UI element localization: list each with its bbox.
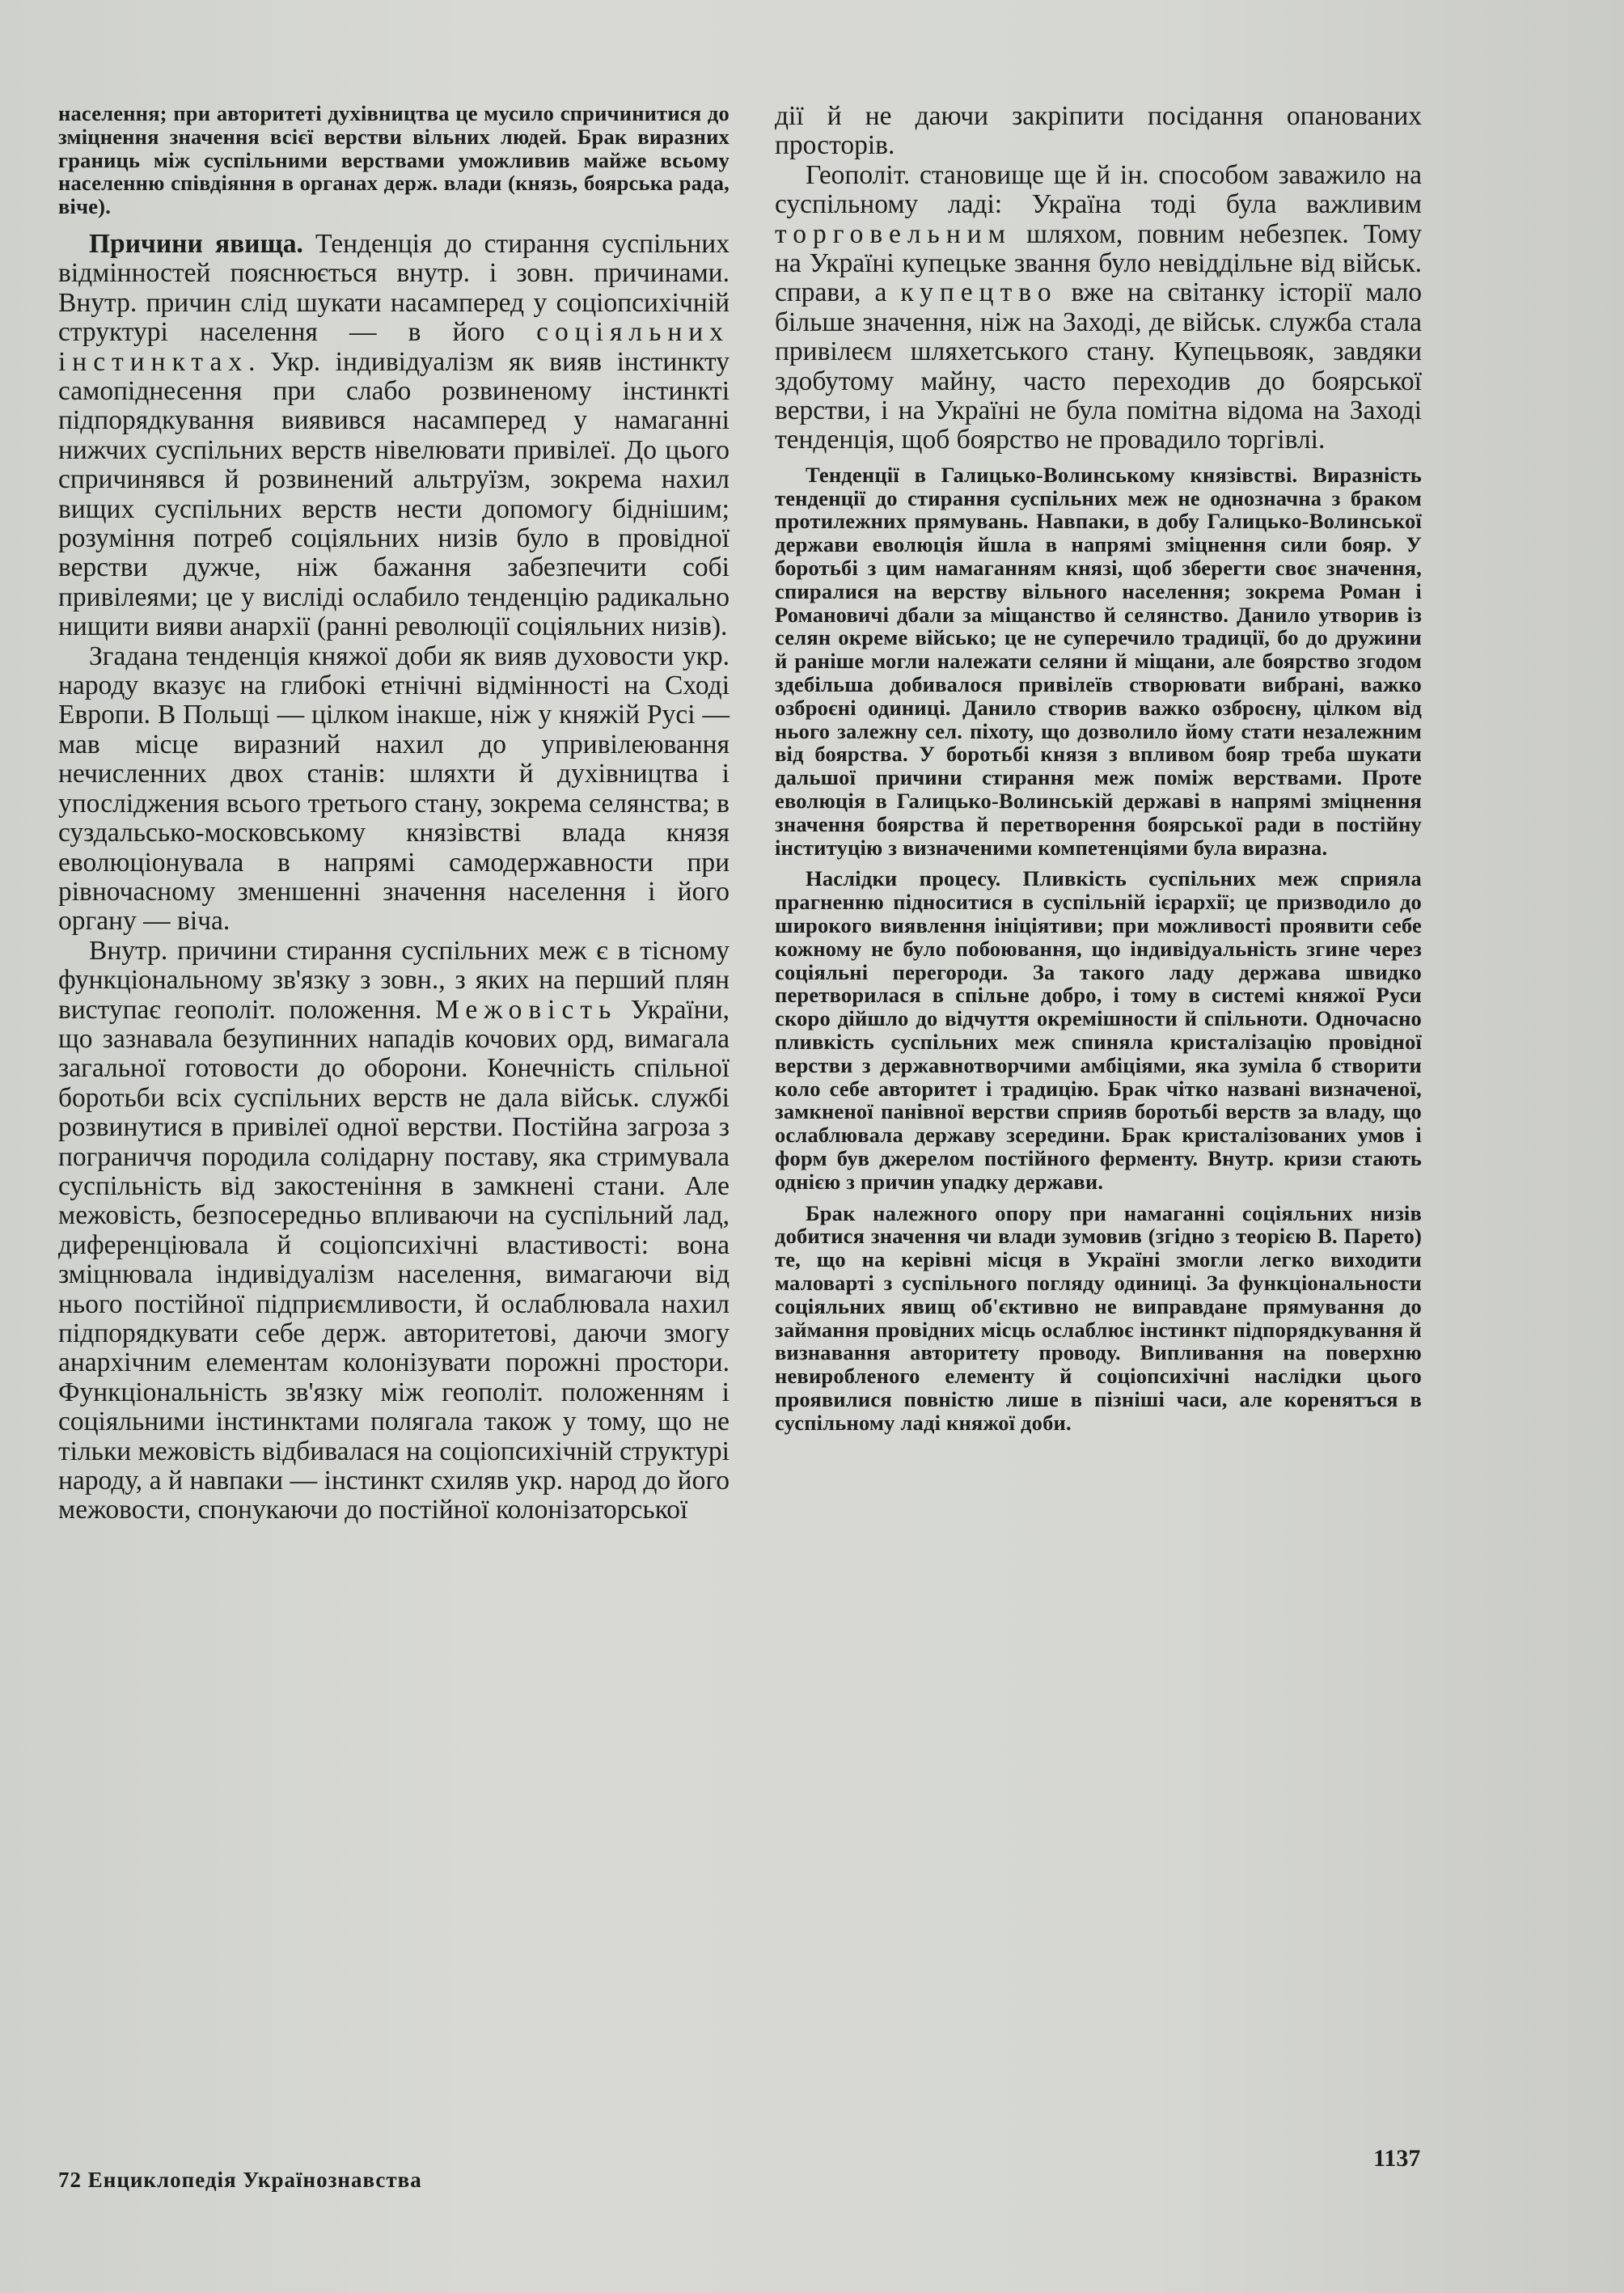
paragraph (58, 937, 730, 1525)
paragraph (58, 230, 730, 642)
paragraph-text: . Укр. індивідуалізм як вияв інстинкту самопіднесення при слабо розвиненому інстинкті підпорядкування виявився насамперед у намаганні нижчих суспільних верств нівелювати привілеї. До цього спричинявся й розвинений альтруїзм, зокрема нахил вищих суспільних верств нести допомогу біднішим; розуміння потреб соціяльних низів було в провідної верстви дужче, ніж бажання забезпечити собі привілеями; це у висліді ослабило тенденцію радикально нищити вияви анархії (ранні революції соціяльних низів). (58, 346, 730, 642)
paragraph-text: Пливкість суспільних меж сприяла прагненню підноситися в суспільній ієрархії; це призводило до широкого виявлення ініціятиви; при можливості проявити себе кожному не було побоювання, що індивідуальність згине через соціяльні перегороди. За такого ладу держава швидко перетворилася в спільне добро, і тому в системі княжої Руси скоро дійшло до відчуття окремішности й спільноти. Одночасно пливкість суспільних меж спиняла кристалізацію провідної верстви з державнотворчими амбіціями, яка зуміла б створити коло себе авторитет і традицію. Брак чітко названі визначеної, замкненої панівної верстви сприяв боротьбі верств за владу, що ослаблювала державу зсередини. Брак кристалізованих умов і форм був джерелом постійного ферменту. Внутр. кризи стають однією з причин упадку держави. (775, 866, 1422, 1194)
paragraph: населення; при авторитеті духівництва це мусило спричинитися до зміцнення значення всієї верстви вільних людей. Брак виразних границь між суспільними верствами уможливив майже всьому населенню співдіяння в органах держ. влади (князь, боярська рада, віче). (58, 101, 730, 219)
paragraph: дії й не даючи закріпити посідання опанованих просторів. (775, 101, 1422, 161)
paragraph-text: Тенденція до стирання суспільних відмінностей пояснюється внутр. і зовн. причинами. Внутр. причин слід шукати насамперед у соціопсихічній структурі населення — в його (58, 228, 730, 348)
paragraph (775, 463, 1422, 860)
emphasis-text: торговельним (775, 218, 1012, 249)
paragraph: Брак належного опору при намаганні соціяльних низів добитися значення чи влади зумовив (згідно з теорією В. Парето) те, що на керівні місця в Україні змогли легко виходити маловарті з суспільного погляду одиниці. За функціональности соціяльних явищ об'єктивно не виправдане прямування до займання провідних місць ослаблює інстинкт підпорядкування й визнавання авторитету проводу. Випливання на поверхню невиробленого елементу й соціопсихічні наслідки цього проявилися повністю лише в пізніші часи, але коренятъся в суспільному ладі княжої доби. (775, 1200, 1422, 1435)
section-heading: Причини явища. (89, 228, 303, 259)
emphasis-text: соціяльних інстинктах (58, 317, 730, 377)
paragraph-text: України, що зазнавала безупинних нападів кочових орд, вимагала загальної готовости до оборони. Конечність спільної боротьби всіх суспільних верств не дала військ. службі розвинутися в привілеї одної верстви. Постійна загроза з пограниччя породила солідарну поставу, яка стримувала суспільність від закостеніння в замкнені стани. Але межовість, безпосередньо впливаючи на суспільний лад, диференціювала й соціопсихічні властивості: вона зміцнювала індивідуалізм населення, вимагаючи від нього постійної підприємливости, й ослаблювала нахил підпорядкувати себе держ. авторитетові, даючи змогу анархічним елементам колонізувати порожні простори. Функціональність зв'язку між геополіт. положенням і соціяльними інстинктами полягала також у тому, що не тільки межовість відбивалася на соціопсихічній структурі народу, а й навпаки — інстинкт схиляв укр. народ до його межовости, спонукаючи до постійної колонізаторської (58, 994, 730, 1525)
right-column (775, 102, 1422, 1435)
paragraph-text: Виразність тенденції до стирання суспільних меж не однозначна з браком протилежних прямувань. Навпаки, в добу Галицько-Волинської держави еволюція йшла в напрямі зміцнення сили бояр. У боротьбі з цим намаганням князі, щоб зберегти своє значення, спиралися на верству вільного населення; зокрема Роман і Романовичі дбали за міщанство й селянство. Данило утворив із селян окреме військо; це не суперечило традиції, бо до дружини й раніше могли належати селяни й міщани, але боярство згодом здебільша добивалося привілеїв створювати вибрані, важко озброєні одиниці. Данило створив важко озброєну, цілком від нього залежну сел. піхоту, що дозволило йому стати незалежним від боярства. У боротьбі князя з впливом бояр треба шукати дальшої причини стирання меж поміж верствами. Проте еволюція в Галицько-Волинській державі в напрямі зміцнення значення боярства й перетворення боярської ради в постійну інституцію з визначеними компетенціями була виразна. (775, 462, 1422, 860)
page-number: 1137 (1373, 2145, 1421, 2172)
paragraph-text: вже на світанку історії мало більше значення, ніж на Заході, де військ. служба стала привілеєм шляхетського стану. Купецьвояк, завдяки здобутому майну, часто переходив до боярської верстви, і на Україні не була помітна відома на Заході тенденція, щоб боярство не провадило торгівлі. (775, 277, 1423, 455)
section-heading: Тенденції в Галицько-Волинському князівстві. (806, 462, 1298, 487)
emphasis-text: купецтво (900, 277, 1058, 308)
paragraph-text: Геополіт. становище ще й ін. способом заважило на суспільному ладі: Україна тоді була важливим (775, 159, 1422, 220)
footer-signature: 72 Енциклопедія Українознавства (58, 2168, 422, 2192)
section-heading: Наслідки процесу. (806, 866, 1001, 891)
paragraph (775, 161, 1422, 455)
paragraph-text: шляхом, повним небезпек. Тому на Україні купецьке звання було невіддільне від військ. справи, а (775, 218, 1422, 308)
left-column (58, 102, 730, 1525)
paragraph: Згадана тенденція княжої доби як вияв духовости укр. народу вказує на глибокі етнічні відмінності на Сході Европи. В Польщі — цілком інакше, ніж у княжій Русі — мав місце виразний нахил до упривілеювання нечисленних двох станів: шляхти й духівництва і упосліджения всього третього стану, зокрема селянства; в суздальсько-московському князівстві влада князя еволюціонувала в напрямі самодержавности при рівночасному зменшенні значення населення і його органу — віча. (58, 641, 730, 937)
emphasis-text: Межовість (435, 994, 618, 1025)
paragraph (775, 867, 1422, 1193)
paragraph-text: Внутр. причини стирання суспільних меж є в тісному функціональному зв'язку з зовн., з яких на перший плян виступає геополіт. положення. (58, 935, 730, 1025)
